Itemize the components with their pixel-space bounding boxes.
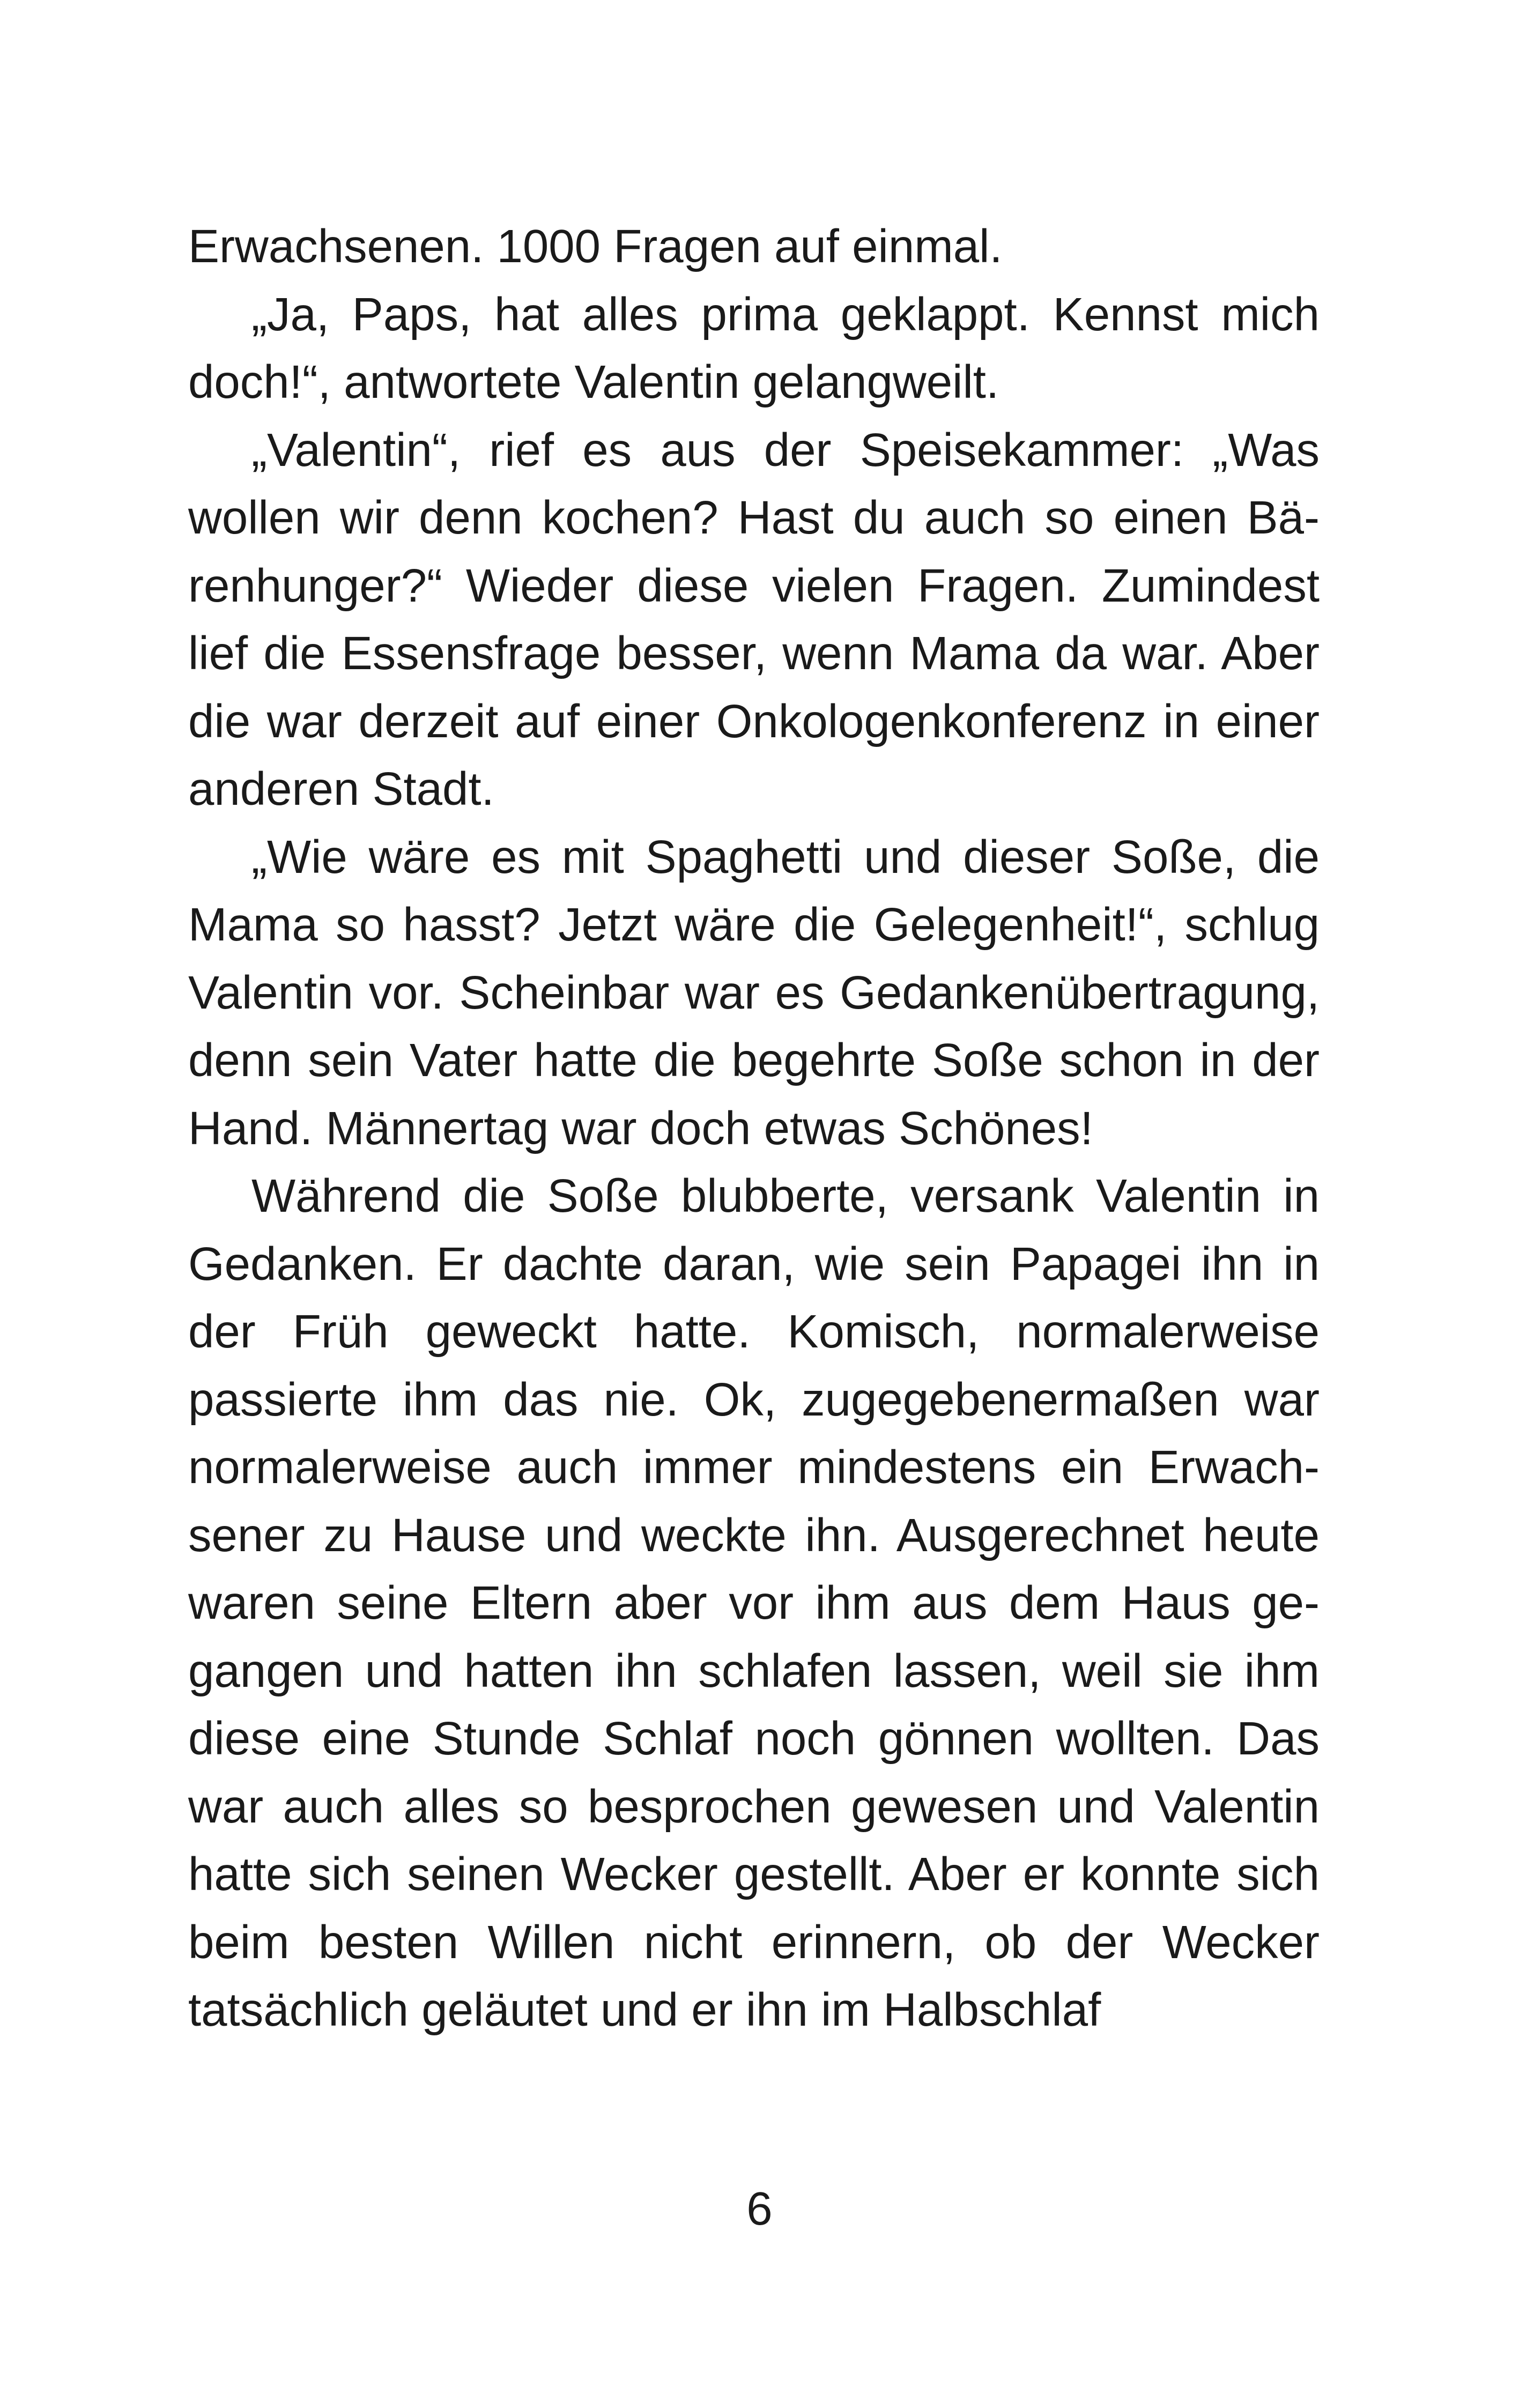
- paragraph: „Wie wäre es mit Spaghetti und dieser Soße, die Mama so hasst? Jetzt wäre die Gelegenheit!“, schlug Valentin vor. Scheinbar war es Gedankenübertragung, denn sein Vater hatte die begehrte Soße schon in der Hand. Männertag war doch etwas Schönes!: [188, 831, 1320, 1154]
- paragraph: „Valentin“, rief es aus der Speisekammer: „Was wollen wir denn kochen? Hast du auch so einen Bärenhunger?“ Wieder diese vielen Fragen. Zumindest lief die Essensfrage besser, wenn Mama da war. Aber die war derzeit auf einer Onkologenkonferenz in einer anderen Stadt.: [188, 424, 1320, 815]
- paragraph: Erwachsenen. 1000 Fragen auf einmal.: [188, 220, 1003, 272]
- paragraph: Während die Soße blubberte, versank Valentin in Gedanken. Er dachte daran, wie sein Papagei ihn in der Früh geweckt hatte. Komisch, normalerweise passierte ihm das nie. Ok, zugegebenermaßen war normalerweise auch immer mindestens ein Erwachsener zu Hause und weckte ihn. Ausgerechnet heute waren seine Eltern aber vor ihm aus dem Haus gegangen und hatten ihn schlafen lassen, weil sie ihm diese eine Stunde Schlaf noch gönnen wollten. Das war auch alles so besprochen gewesen und Valentin hatte sich seinen Wecker gestellt. Aber er konnte sich beim besten Willen nicht erinnern, ob der Wecker tatsächlich geläutet und er ihn im Halbschlaf: [188, 1170, 1320, 2036]
- paragraph: „Ja, Paps, hat alles prima geklappt. Kennst mich doch!“, antwortete Valentin gelangweilt.: [188, 288, 1320, 408]
- page-number: 6: [746, 2183, 773, 2235]
- body-text: [188, 213, 1320, 2044]
